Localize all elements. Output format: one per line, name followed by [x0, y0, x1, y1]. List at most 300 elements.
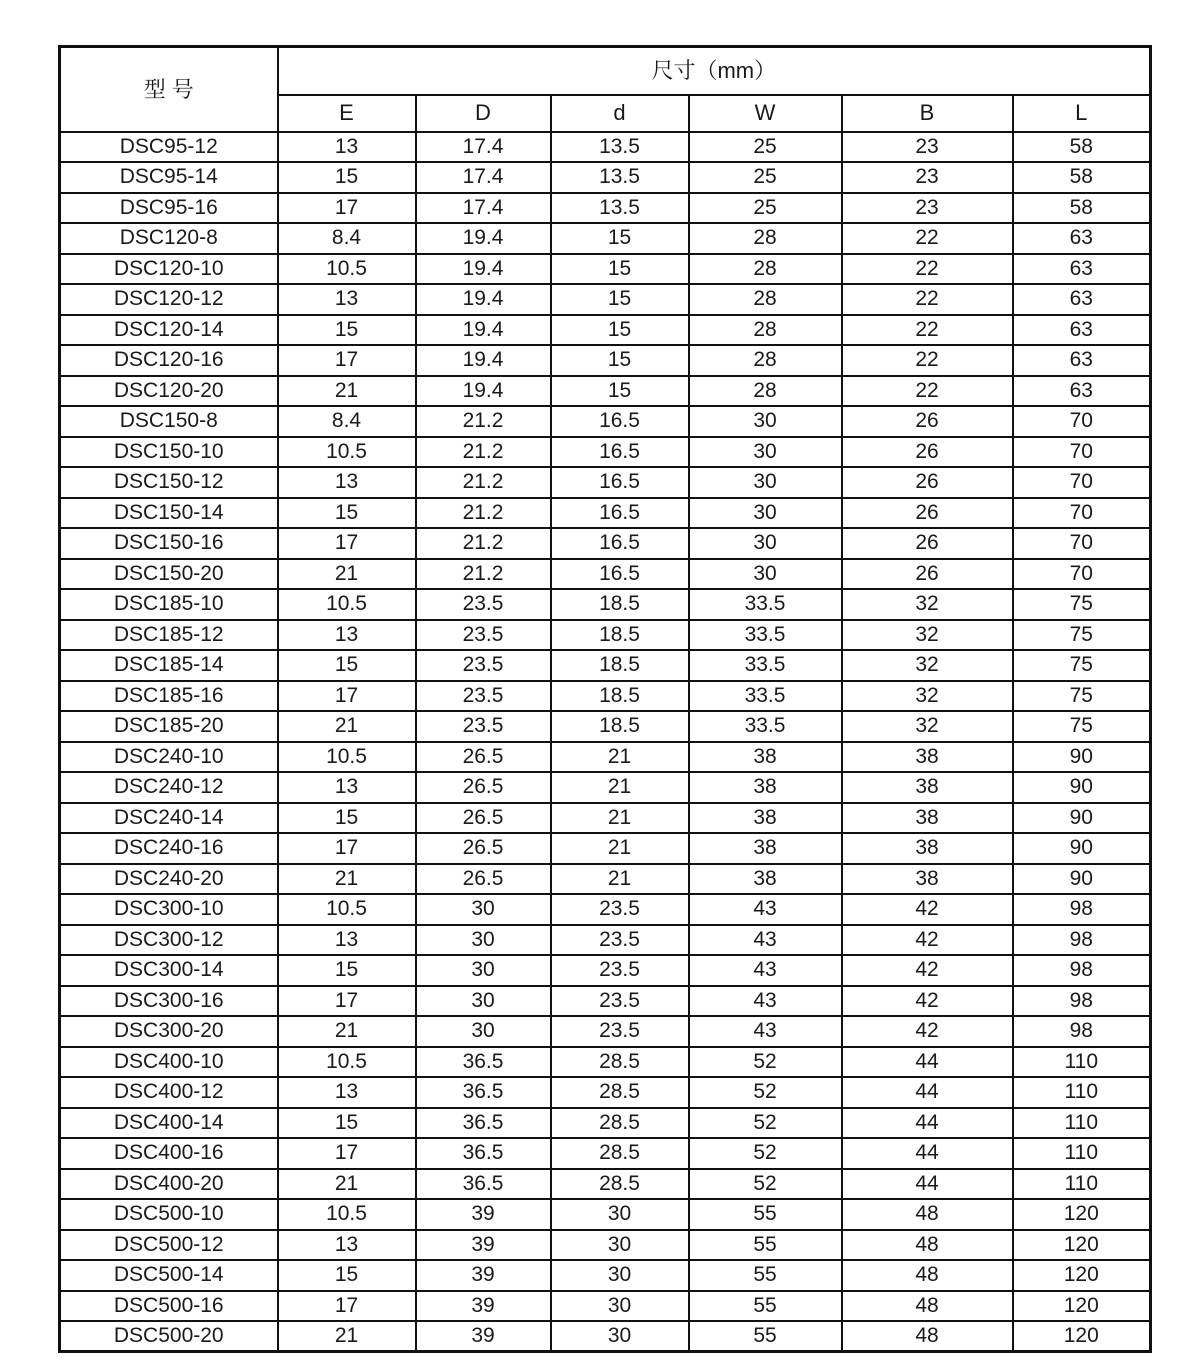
cell-W: 52 [689, 1077, 842, 1108]
cell-E: 10.5 [278, 437, 416, 468]
cell-d: 28.5 [551, 1077, 689, 1108]
cell-W: 28 [689, 254, 842, 285]
cell-W: 33.5 [689, 681, 842, 712]
cell-D: 36.5 [416, 1169, 551, 1200]
cell-W: 30 [689, 528, 842, 559]
cell-L: 63 [1013, 284, 1151, 315]
table-row [60, 1230, 1151, 1261]
cell-d: 16.5 [551, 559, 689, 590]
cell-model: DSC400-10 [60, 1047, 278, 1078]
cell-L: 63 [1013, 345, 1151, 376]
cell-d: 16.5 [551, 406, 689, 437]
cell-B: 42 [842, 1016, 1013, 1047]
cell-W: 33.5 [689, 620, 842, 651]
cell-L: 75 [1013, 681, 1151, 712]
cell-E: 21 [278, 376, 416, 407]
cell-W: 25 [689, 132, 842, 163]
cell-model: DSC95-16 [60, 193, 278, 224]
table-row [60, 498, 1151, 529]
table-row [60, 1077, 1151, 1108]
cell-E: 13 [278, 1077, 416, 1108]
cell-D: 36.5 [416, 1047, 551, 1078]
cell-B: 32 [842, 711, 1013, 742]
cell-B: 23 [842, 193, 1013, 224]
table-row [60, 955, 1151, 986]
cell-D: 19.4 [416, 345, 551, 376]
cell-L: 58 [1013, 162, 1151, 193]
table-row [60, 864, 1151, 895]
cell-B: 42 [842, 925, 1013, 956]
cell-E: 13 [278, 467, 416, 498]
cell-d: 28.5 [551, 1108, 689, 1139]
table-row [60, 742, 1151, 773]
cell-E: 10.5 [278, 894, 416, 925]
cell-L: 70 [1013, 498, 1151, 529]
cell-d: 21 [551, 742, 689, 773]
cell-D: 36.5 [416, 1138, 551, 1169]
cell-W: 30 [689, 467, 842, 498]
cell-W: 30 [689, 559, 842, 590]
cell-E: 15 [278, 955, 416, 986]
cell-L: 98 [1013, 986, 1151, 1017]
cell-E: 15 [278, 498, 416, 529]
cell-model: DSC240-16 [60, 833, 278, 864]
cell-D: 19.4 [416, 254, 551, 285]
cell-W: 55 [689, 1199, 842, 1230]
cell-E: 15 [278, 162, 416, 193]
table-row [60, 925, 1151, 956]
cell-D: 39 [416, 1230, 551, 1261]
cell-E: 17 [278, 681, 416, 712]
cell-L: 110 [1013, 1047, 1151, 1078]
cell-model: DSC95-12 [60, 132, 278, 163]
cell-B: 22 [842, 223, 1013, 254]
cell-B: 22 [842, 284, 1013, 315]
cell-B: 26 [842, 467, 1013, 498]
column-header-L: L [1013, 95, 1151, 132]
dimension-spec-table [58, 45, 1152, 1353]
table-row [60, 1108, 1151, 1139]
cell-model: DSC240-14 [60, 803, 278, 834]
cell-d: 13.5 [551, 162, 689, 193]
cell-L: 70 [1013, 559, 1151, 590]
cell-B: 32 [842, 589, 1013, 620]
cell-model: DSC240-10 [60, 742, 278, 773]
cell-E: 8.4 [278, 223, 416, 254]
cell-D: 36.5 [416, 1077, 551, 1108]
cell-d: 21 [551, 772, 689, 803]
cell-W: 38 [689, 833, 842, 864]
cell-L: 98 [1013, 925, 1151, 956]
cell-model: DSC185-14 [60, 650, 278, 681]
cell-L: 110 [1013, 1077, 1151, 1108]
cell-model: DSC240-12 [60, 772, 278, 803]
cell-E: 21 [278, 559, 416, 590]
table-row [60, 1047, 1151, 1078]
cell-D: 30 [416, 986, 551, 1017]
cell-B: 48 [842, 1199, 1013, 1230]
cell-W: 43 [689, 955, 842, 986]
column-header-E: E [278, 95, 416, 132]
table-row [60, 223, 1151, 254]
cell-E: 13 [278, 284, 416, 315]
cell-W: 30 [689, 406, 842, 437]
cell-W: 43 [689, 1016, 842, 1047]
cell-D: 30 [416, 955, 551, 986]
cell-L: 58 [1013, 193, 1151, 224]
cell-B: 23 [842, 162, 1013, 193]
cell-W: 33.5 [689, 711, 842, 742]
cell-model: DSC150-8 [60, 406, 278, 437]
cell-D: 21.2 [416, 467, 551, 498]
cell-B: 38 [842, 742, 1013, 773]
cell-B: 48 [842, 1321, 1013, 1352]
cell-L: 90 [1013, 772, 1151, 803]
cell-L: 75 [1013, 620, 1151, 651]
cell-D: 26.5 [416, 864, 551, 895]
cell-model: DSC150-14 [60, 498, 278, 529]
cell-D: 21.2 [416, 559, 551, 590]
cell-E: 15 [278, 1260, 416, 1291]
cell-W: 33.5 [689, 589, 842, 620]
table-row [60, 528, 1151, 559]
cell-L: 75 [1013, 711, 1151, 742]
cell-E: 21 [278, 1321, 416, 1352]
cell-W: 43 [689, 986, 842, 1017]
cell-d: 15 [551, 223, 689, 254]
cell-W: 28 [689, 284, 842, 315]
cell-model: DSC400-14 [60, 1108, 278, 1139]
cell-model: DSC120-20 [60, 376, 278, 407]
cell-d: 30 [551, 1321, 689, 1352]
table-row [60, 1138, 1151, 1169]
table-row [60, 315, 1151, 346]
cell-model: DSC500-20 [60, 1321, 278, 1352]
header-group-row [60, 47, 1151, 95]
cell-L: 120 [1013, 1199, 1151, 1230]
cell-E: 13 [278, 1230, 416, 1261]
cell-B: 38 [842, 803, 1013, 834]
cell-B: 22 [842, 376, 1013, 407]
table-body [60, 132, 1151, 1352]
table-row [60, 894, 1151, 925]
cell-B: 44 [842, 1047, 1013, 1078]
cell-d: 15 [551, 345, 689, 376]
cell-model: DSC185-10 [60, 589, 278, 620]
cell-model: DSC120-14 [60, 315, 278, 346]
cell-W: 55 [689, 1260, 842, 1291]
cell-E: 17 [278, 1138, 416, 1169]
cell-d: 15 [551, 254, 689, 285]
cell-d: 16.5 [551, 528, 689, 559]
table-row [60, 620, 1151, 651]
cell-B: 42 [842, 955, 1013, 986]
table-row [60, 559, 1151, 590]
cell-B: 22 [842, 345, 1013, 376]
cell-d: 18.5 [551, 681, 689, 712]
cell-L: 63 [1013, 315, 1151, 346]
cell-B: 42 [842, 894, 1013, 925]
table-row [60, 589, 1151, 620]
table-row [60, 1016, 1151, 1047]
cell-L: 120 [1013, 1230, 1151, 1261]
cell-d: 21 [551, 864, 689, 895]
cell-L: 70 [1013, 528, 1151, 559]
cell-E: 8.4 [278, 406, 416, 437]
cell-E: 10.5 [278, 1199, 416, 1230]
cell-E: 21 [278, 864, 416, 895]
cell-model: DSC150-20 [60, 559, 278, 590]
cell-B: 32 [842, 681, 1013, 712]
cell-W: 55 [689, 1230, 842, 1261]
column-header-B: B [842, 95, 1013, 132]
cell-E: 21 [278, 711, 416, 742]
dimension-group-header: 尺寸（mm） [278, 47, 1151, 95]
cell-E: 17 [278, 528, 416, 559]
cell-d: 16.5 [551, 437, 689, 468]
cell-D: 23.5 [416, 620, 551, 651]
cell-d: 30 [551, 1199, 689, 1230]
column-header-W: W [689, 95, 842, 132]
table-row [60, 437, 1151, 468]
cell-model: DSC120-8 [60, 223, 278, 254]
cell-model: DSC300-10 [60, 894, 278, 925]
cell-L: 90 [1013, 833, 1151, 864]
cell-B: 23 [842, 132, 1013, 163]
cell-D: 30 [416, 1016, 551, 1047]
cell-W: 38 [689, 772, 842, 803]
cell-L: 90 [1013, 803, 1151, 834]
cell-B: 32 [842, 650, 1013, 681]
cell-B: 48 [842, 1230, 1013, 1261]
cell-E: 13 [278, 925, 416, 956]
cell-d: 16.5 [551, 498, 689, 529]
cell-model: DSC120-12 [60, 284, 278, 315]
cell-D: 21.2 [416, 498, 551, 529]
table-row [60, 833, 1151, 864]
cell-D: 19.4 [416, 284, 551, 315]
cell-model: DSC240-20 [60, 864, 278, 895]
table-row [60, 1291, 1151, 1322]
cell-d: 30 [551, 1230, 689, 1261]
table-row [60, 467, 1151, 498]
cell-D: 17.4 [416, 132, 551, 163]
cell-W: 28 [689, 223, 842, 254]
cell-E: 13 [278, 132, 416, 163]
cell-D: 23.5 [416, 681, 551, 712]
cell-E: 17 [278, 986, 416, 1017]
cell-d: 15 [551, 315, 689, 346]
cell-model: DSC400-16 [60, 1138, 278, 1169]
cell-E: 13 [278, 772, 416, 803]
cell-d: 18.5 [551, 620, 689, 651]
cell-d: 21 [551, 803, 689, 834]
cell-D: 26.5 [416, 742, 551, 773]
cell-B: 38 [842, 864, 1013, 895]
cell-W: 43 [689, 925, 842, 956]
cell-d: 23.5 [551, 894, 689, 925]
cell-model: DSC95-14 [60, 162, 278, 193]
cell-L: 75 [1013, 589, 1151, 620]
cell-L: 63 [1013, 254, 1151, 285]
cell-B: 48 [842, 1260, 1013, 1291]
table-row [60, 193, 1151, 224]
cell-B: 26 [842, 437, 1013, 468]
cell-E: 15 [278, 1108, 416, 1139]
cell-D: 23.5 [416, 650, 551, 681]
cell-L: 70 [1013, 406, 1151, 437]
cell-D: 17.4 [416, 162, 551, 193]
table-row [60, 681, 1151, 712]
cell-W: 38 [689, 803, 842, 834]
table-row [60, 711, 1151, 742]
cell-model: DSC185-20 [60, 711, 278, 742]
cell-d: 30 [551, 1291, 689, 1322]
table-row [60, 772, 1151, 803]
cell-D: 21.2 [416, 528, 551, 559]
cell-D: 17.4 [416, 193, 551, 224]
cell-model: DSC500-14 [60, 1260, 278, 1291]
cell-model: DSC300-14 [60, 955, 278, 986]
cell-L: 90 [1013, 742, 1151, 773]
cell-D: 30 [416, 925, 551, 956]
cell-D: 23.5 [416, 589, 551, 620]
cell-E: 15 [278, 650, 416, 681]
cell-W: 38 [689, 864, 842, 895]
table-row [60, 1199, 1151, 1230]
cell-L: 120 [1013, 1321, 1151, 1352]
cell-B: 22 [842, 254, 1013, 285]
table-row [60, 986, 1151, 1017]
table-row [60, 406, 1151, 437]
cell-D: 39 [416, 1291, 551, 1322]
cell-d: 18.5 [551, 589, 689, 620]
cell-B: 38 [842, 772, 1013, 803]
cell-L: 110 [1013, 1169, 1151, 1200]
cell-model: DSC150-12 [60, 467, 278, 498]
cell-W: 52 [689, 1169, 842, 1200]
table-row [60, 345, 1151, 376]
cell-B: 48 [842, 1291, 1013, 1322]
cell-model: DSC400-12 [60, 1077, 278, 1108]
cell-E: 10.5 [278, 742, 416, 773]
cell-model: DSC150-10 [60, 437, 278, 468]
cell-B: 44 [842, 1077, 1013, 1108]
table-row [60, 254, 1151, 285]
cell-d: 18.5 [551, 650, 689, 681]
cell-W: 52 [689, 1138, 842, 1169]
cell-B: 38 [842, 833, 1013, 864]
table-row [60, 1260, 1151, 1291]
cell-model: DSC300-20 [60, 1016, 278, 1047]
table-row [60, 284, 1151, 315]
table-row [60, 162, 1151, 193]
cell-L: 58 [1013, 132, 1151, 163]
cell-d: 23.5 [551, 986, 689, 1017]
cell-D: 21.2 [416, 437, 551, 468]
cell-E: 10.5 [278, 589, 416, 620]
cell-E: 10.5 [278, 1047, 416, 1078]
table-row [60, 1321, 1151, 1352]
cell-W: 52 [689, 1108, 842, 1139]
cell-B: 26 [842, 559, 1013, 590]
cell-W: 30 [689, 437, 842, 468]
cell-E: 17 [278, 833, 416, 864]
cell-L: 110 [1013, 1138, 1151, 1169]
cell-E: 17 [278, 1291, 416, 1322]
cell-E: 13 [278, 620, 416, 651]
cell-B: 44 [842, 1169, 1013, 1200]
cell-model: DSC120-16 [60, 345, 278, 376]
cell-model: DSC185-16 [60, 681, 278, 712]
cell-B: 26 [842, 528, 1013, 559]
cell-L: 98 [1013, 1016, 1151, 1047]
cell-W: 28 [689, 315, 842, 346]
cell-model: DSC150-16 [60, 528, 278, 559]
cell-d: 23.5 [551, 1016, 689, 1047]
cell-D: 19.4 [416, 223, 551, 254]
cell-W: 30 [689, 498, 842, 529]
cell-L: 120 [1013, 1260, 1151, 1291]
cell-E: 17 [278, 193, 416, 224]
cell-D: 39 [416, 1321, 551, 1352]
cell-B: 22 [842, 315, 1013, 346]
cell-L: 110 [1013, 1108, 1151, 1139]
cell-D: 39 [416, 1260, 551, 1291]
cell-d: 15 [551, 376, 689, 407]
cell-L: 98 [1013, 894, 1151, 925]
cell-L: 70 [1013, 437, 1151, 468]
cell-model: DSC500-10 [60, 1199, 278, 1230]
cell-d: 28.5 [551, 1047, 689, 1078]
column-header-d: d [551, 95, 689, 132]
cell-L: 98 [1013, 955, 1151, 986]
cell-L: 63 [1013, 223, 1151, 254]
cell-d: 18.5 [551, 711, 689, 742]
cell-B: 42 [842, 986, 1013, 1017]
cell-W: 25 [689, 162, 842, 193]
cell-E: 15 [278, 315, 416, 346]
cell-d: 30 [551, 1260, 689, 1291]
cell-D: 36.5 [416, 1108, 551, 1139]
cell-d: 28.5 [551, 1169, 689, 1200]
cell-L: 75 [1013, 650, 1151, 681]
cell-d: 13.5 [551, 132, 689, 163]
cell-D: 26.5 [416, 772, 551, 803]
cell-E: 15 [278, 803, 416, 834]
cell-model: DSC300-12 [60, 925, 278, 956]
column-header-D: D [416, 95, 551, 132]
cell-B: 32 [842, 620, 1013, 651]
cell-D: 30 [416, 894, 551, 925]
cell-D: 19.4 [416, 376, 551, 407]
cell-E: 10.5 [278, 254, 416, 285]
table-row [60, 376, 1151, 407]
cell-W: 55 [689, 1321, 842, 1352]
cell-model: DSC120-10 [60, 254, 278, 285]
cell-d: 23.5 [551, 955, 689, 986]
cell-W: 38 [689, 742, 842, 773]
cell-D: 19.4 [416, 315, 551, 346]
cell-D: 26.5 [416, 833, 551, 864]
cell-B: 26 [842, 498, 1013, 529]
cell-model: DSC500-12 [60, 1230, 278, 1261]
cell-L: 70 [1013, 467, 1151, 498]
table-row [60, 1169, 1151, 1200]
cell-d: 16.5 [551, 467, 689, 498]
cell-D: 39 [416, 1199, 551, 1230]
cell-L: 120 [1013, 1291, 1151, 1322]
